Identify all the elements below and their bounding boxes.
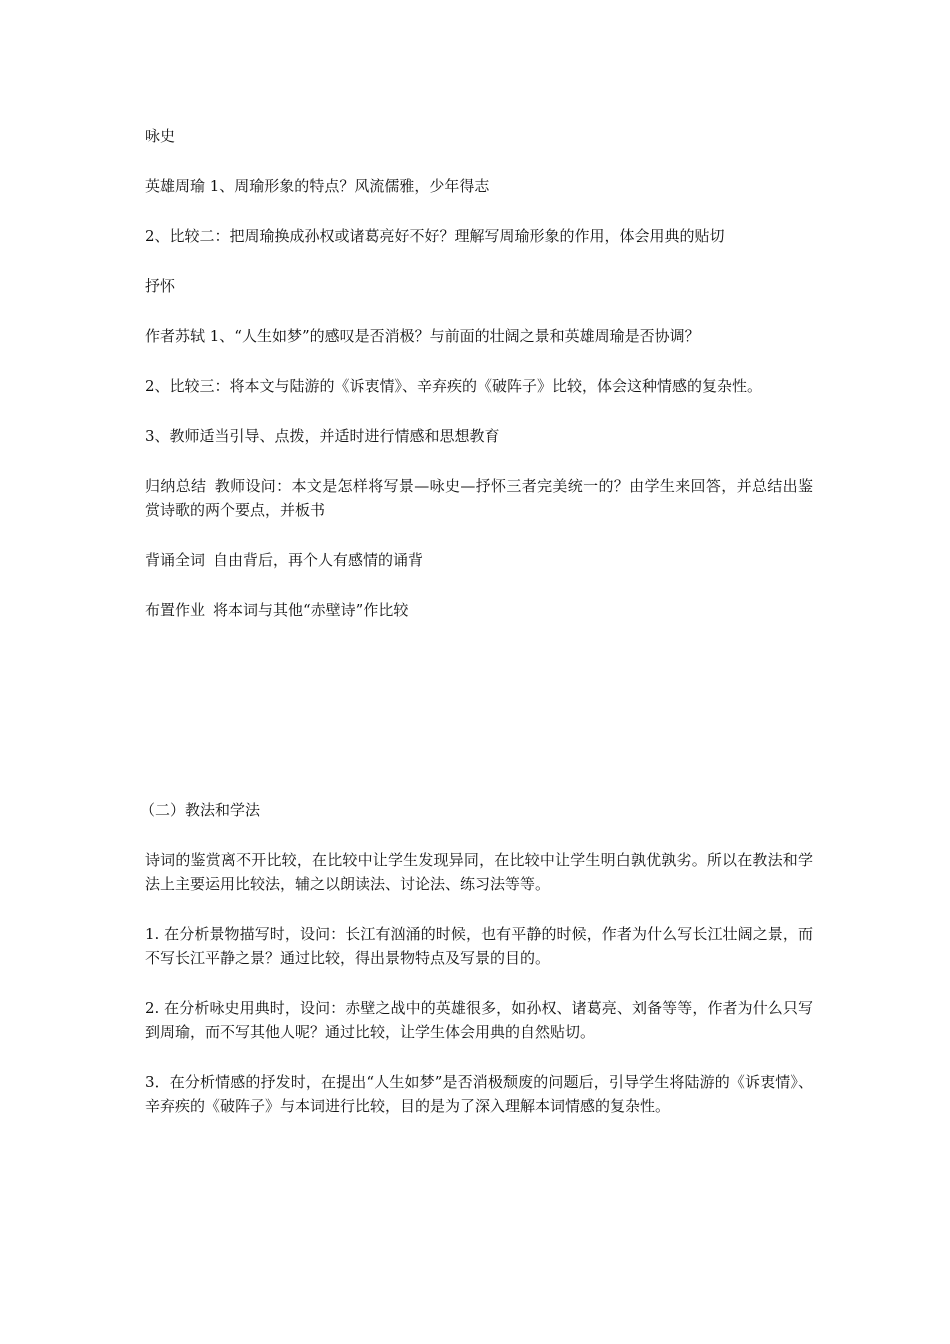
heading-yongshi: 咏史 (145, 127, 176, 145)
summary-label: 归纳总结 (145, 477, 207, 495)
line-author-sushi: 作者苏轼 1、“人生如梦”的感叹是否消极？与前面的壮阔之景和英雄周瑜是否协调？ (145, 327, 700, 345)
line-recite (145, 548, 813, 572)
recite-text: 自由背后，再个人有感情的诵背 (213, 551, 424, 569)
paragraph-emotion-analysis: 3．在分析情感的抒发时，在提出“人生如梦”是否消极颓废的问题后，引导学生将陆游的《诉衷情》、辛弃疾的《破阵子》与本词进行比较，目的是为了深入理解本词情感的复杂性。 (145, 1073, 813, 1115)
paragraph-scenery-analysis: 1. 在分析景物描写时，设问：长江有汹涌的时候，也有平静的时候，作者为什么写长江壮阔之景，而不写长江平静之景？通过比较，得出景物特点及写景的目的。 (145, 925, 813, 967)
paragraph-summary (145, 474, 813, 522)
line-zhouyu-image: 英雄周瑜 1、周瑜形象的特点？风流儒雅，少年得志 (145, 177, 490, 195)
line-comparison-three: 2、比较三：将本文与陆游的《诉衷情》、辛弃疾的《破阵子》比较，体会这种情感的复杂性。 (145, 377, 763, 395)
line-teacher-guidance: 3、教师适当引导、点拨，并适时进行情感和思想教育 (145, 427, 500, 445)
heading-shuhuai: 抒怀 (145, 277, 176, 295)
paragraph-allusion-analysis: 2. 在分析咏史用典时，设问：赤壁之战中的英雄很多，如孙权、诸葛亮、刘备等等，作者为什么只写到周瑜，而不写其他人呢？通过比较，让学生体会用典的自然贴切。 (145, 999, 813, 1041)
homework-text: 将本词与其他“赤壁诗”作比较 (213, 601, 409, 619)
summary-text: 教师设问：本文是怎样将写景—咏史—抒怀三者完美统一的？由学生来回答，并总结出鉴赏诗歌的两个要点，并板书 (145, 477, 813, 519)
paragraph-comparison-method: 诗词的鉴赏离不开比较，在比较中让学生发现异同，在比较中让学生明白孰优孰劣。所以在教法和学法上主要运用比较法，辅之以朗读法、讨论法、练习法等等。 (145, 851, 813, 893)
section-heading-methods: （二）教法和学法 (140, 801, 261, 819)
line-homework (145, 598, 813, 622)
recite-label: 背诵全词 (145, 551, 206, 569)
homework-label: 布置作业 (145, 601, 206, 619)
line-comparison-two: 2、比较二：把周瑜换成孙权或诸葛亮好不好？理解写周瑜形象的作用，体会用典的贴切 (145, 227, 725, 245)
